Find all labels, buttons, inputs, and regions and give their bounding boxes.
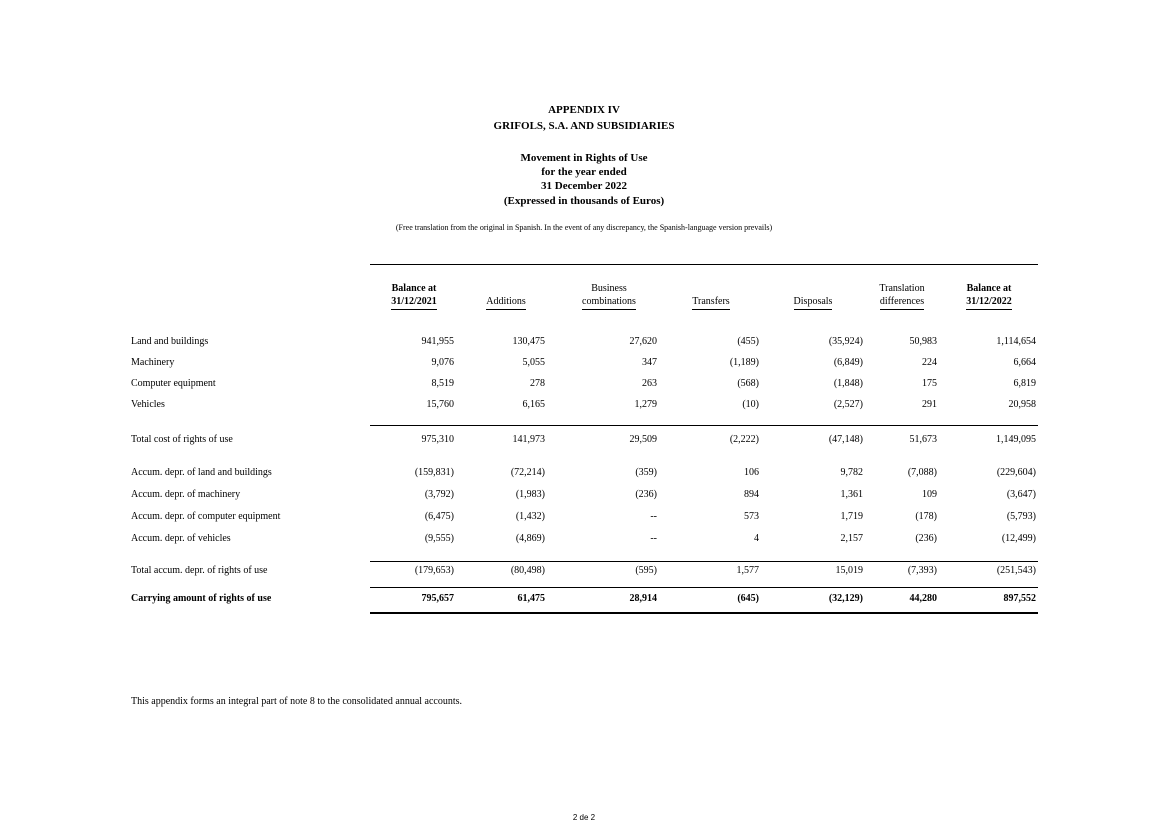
cell: 894: [744, 489, 759, 500]
cell: (12,499): [1001, 533, 1036, 544]
currency-note: (Expressed in thousands of Euros): [503, 195, 665, 207]
cell: (251,543): [996, 565, 1036, 576]
column-header-closing-balance: Balance at 31/12/2022: [954, 282, 1024, 310]
table-row: [0, 533, 1168, 547]
cell: 51,673: [909, 434, 937, 445]
cell: 20,958: [1008, 399, 1036, 410]
table-top-rule: [370, 264, 1038, 265]
table-row: [0, 489, 1168, 503]
cell: 109: [922, 489, 937, 500]
cell: 44,280: [909, 593, 937, 604]
table-bottom-rule: [370, 612, 1038, 614]
cell: (2,527): [833, 399, 863, 410]
cell: (7,393): [907, 565, 937, 576]
row-label: Land and buildings: [131, 336, 209, 347]
cell: 4: [754, 533, 759, 544]
cell: (6,475): [424, 511, 454, 522]
table-row: [0, 511, 1168, 525]
cell: (179,653): [414, 565, 454, 576]
cell: 6,664: [1013, 357, 1036, 368]
table-row: [0, 336, 1168, 350]
table-row: [0, 399, 1168, 413]
row-label: Accum. depr. of computer equipment: [131, 511, 281, 522]
cell: (236): [915, 533, 937, 544]
column-header-business-combinations: Business combinations: [574, 282, 644, 310]
row-label: Accum. depr. of vehicles: [131, 533, 231, 544]
cell: 175: [922, 378, 937, 389]
cell: 1,719: [840, 511, 863, 522]
cell: 29,509: [629, 434, 657, 445]
cell: 1,149,095: [996, 434, 1036, 445]
cell: (47,148): [828, 434, 863, 445]
column-header-disposals: Disposals: [784, 282, 842, 310]
table-row: [0, 434, 1168, 448]
cell: (1,432): [515, 511, 545, 522]
translation-note: (Free translation from the original in Spanish. In the event of any discrepancy, the Spanish-language version prevails): [395, 223, 773, 232]
period-line: for the year ended: [541, 166, 627, 178]
column-header-additions: Additions: [474, 282, 538, 310]
cell: (10): [742, 399, 759, 410]
row-label: Total cost of rights of use: [131, 434, 233, 445]
cell: (5,793): [1006, 511, 1036, 522]
cell: (3,647): [1006, 489, 1036, 500]
cell: 9,076: [431, 357, 454, 368]
cell: 6,819: [1013, 378, 1036, 389]
cell: 106: [744, 467, 759, 478]
cell: (359): [635, 467, 657, 478]
table-row: [0, 565, 1168, 579]
subtotal-rule: [370, 561, 1038, 562]
table-row: [0, 357, 1168, 371]
cell: (6,849): [833, 357, 863, 368]
row-label: Total accum. depr. of rights of use: [131, 565, 268, 576]
cell: (2,222): [729, 434, 759, 445]
cell: (9,555): [424, 533, 454, 544]
cell: (1,848): [833, 378, 863, 389]
footnote: This appendix forms an integral part of note 8 to the consolidated annual accounts.: [131, 696, 463, 707]
cell: 278: [530, 378, 545, 389]
cell: 795,657: [421, 593, 454, 604]
cell: (645): [737, 593, 759, 604]
cell: --: [650, 511, 657, 522]
cell: --: [650, 533, 657, 544]
cell: 347: [642, 357, 657, 368]
cell: 130,475: [512, 336, 545, 347]
cell: (7,088): [907, 467, 937, 478]
cell: (236): [635, 489, 657, 500]
column-header-transfers: Transfers: [682, 282, 740, 310]
cell: 224: [922, 357, 937, 368]
cell: 8,519: [431, 378, 454, 389]
cell: 1,279: [634, 399, 657, 410]
cell: (35,924): [828, 336, 863, 347]
row-label: Carrying amount of rights of use: [131, 593, 272, 604]
cell: 27,620: [629, 336, 657, 347]
cell: 5,055: [522, 357, 545, 368]
cell: (455): [737, 336, 759, 347]
cell: 2,157: [840, 533, 863, 544]
row-label: Accum. depr. of machinery: [131, 489, 241, 500]
cell: 15,760: [426, 399, 454, 410]
cell: (159,831): [414, 467, 454, 478]
period-date: 31 December 2022: [541, 180, 627, 192]
statement-title: Movement in Rights of Use: [520, 152, 648, 164]
cell: 263: [642, 378, 657, 389]
appendix-title: APPENDIX IV: [548, 104, 620, 116]
table-row: [0, 467, 1168, 481]
cell: 28,914: [629, 593, 657, 604]
cell: 6,165: [522, 399, 545, 410]
cell: (3,792): [424, 489, 454, 500]
cell: (80,498): [510, 565, 545, 576]
subtotal-rule: [370, 425, 1038, 426]
cell: (32,129): [828, 593, 863, 604]
row-label: Vehicles: [131, 399, 165, 410]
cell: (178): [915, 511, 937, 522]
row-label: Computer equipment: [131, 378, 216, 389]
column-header-translation-differences: Translation differences: [868, 282, 936, 310]
cell: 897,552: [1003, 593, 1036, 604]
cell: 975,310: [421, 434, 454, 445]
cell: 941,955: [421, 336, 454, 347]
cell: (1,189): [729, 357, 759, 368]
cell: (568): [737, 378, 759, 389]
cell: (4,869): [515, 533, 545, 544]
row-label: Machinery: [131, 357, 175, 368]
table-row-total: [0, 593, 1168, 607]
cell: (72,214): [510, 467, 545, 478]
company-name: GRIFOLS, S.A. AND SUBSIDIARIES: [493, 120, 675, 132]
cell: 9,782: [840, 467, 863, 478]
cell: 1,114,654: [996, 336, 1036, 347]
cell: 291: [922, 399, 937, 410]
cell: 573: [744, 511, 759, 522]
page-number: 2 de 2: [572, 813, 596, 822]
row-label: Accum. depr. of land and buildings: [131, 467, 272, 478]
cell: 15,019: [835, 565, 863, 576]
table-row: [0, 378, 1168, 392]
total-rule: [370, 587, 1038, 588]
cell: 141,973: [512, 434, 545, 445]
cell: 1,577: [736, 565, 759, 576]
cell: 1,361: [840, 489, 863, 500]
cell: (229,604): [996, 467, 1036, 478]
column-header-opening-balance: Balance at 31/12/2021: [380, 282, 448, 310]
cell: (595): [635, 565, 657, 576]
cell: 61,475: [517, 593, 545, 604]
cell: (1,983): [515, 489, 545, 500]
cell: 50,983: [909, 336, 937, 347]
